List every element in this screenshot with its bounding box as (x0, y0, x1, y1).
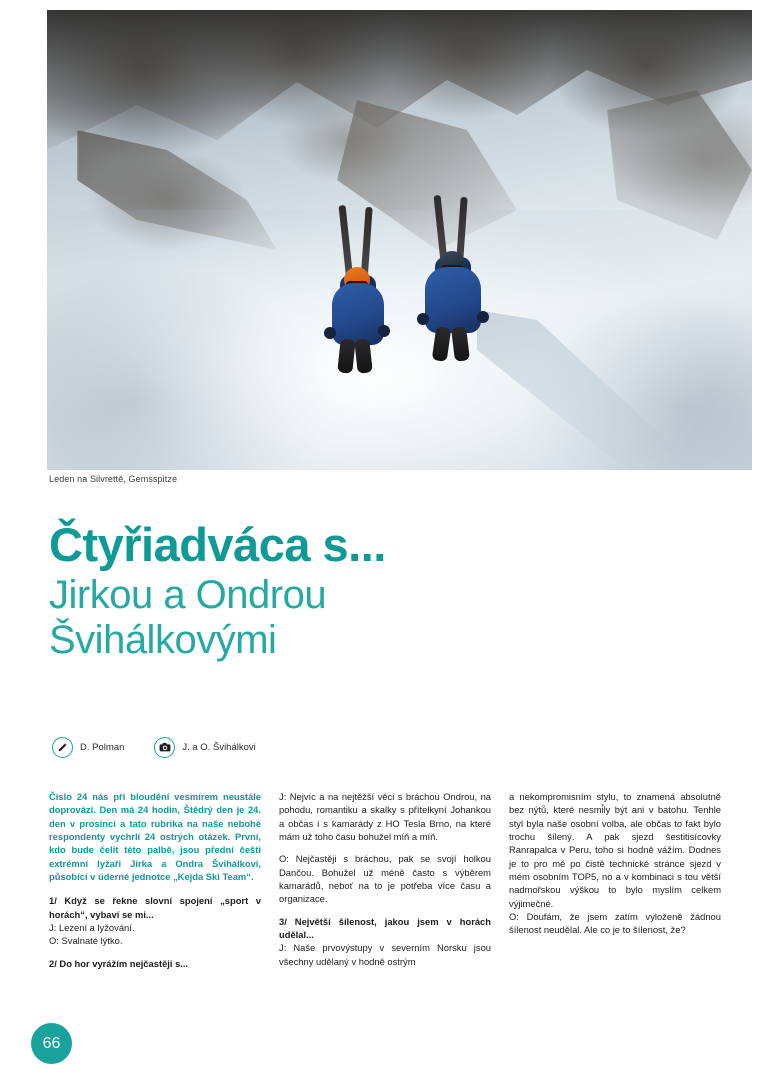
glove-shape (417, 313, 429, 325)
text-column-2 (279, 790, 491, 970)
glove-shape (477, 311, 489, 323)
title-line-3: Švihálkovými (49, 618, 277, 662)
photo-caption: Leden na Silvrettě, Gemsspitze (49, 474, 178, 484)
answer-3-j-continued: a nekompromisním stylu, to znamená absolutně bez nýtů, které nesmi̊ly být ani v batohu. Tenhle styl byla naše osobní volba, ale občas to fakt bylo trochu šílený. A pak sjezd šestitisícovky Ranrapalca v Peru, toho si hodně vážím. Dodnes je to pro mě po čistě technické stránce sjezd v mém osobním TOP5, no a v kombinaci s tou větší nadmořskou výškou to bylo myslím celkem výjimečné. (509, 791, 721, 909)
title-line-2: Jirkou a Ondrou (49, 573, 327, 617)
question-3: 3/ Největší šílenost, jakou jsem v horách udělal... (279, 915, 491, 941)
answer-1-j: J: Lezení a lyžování. (49, 922, 135, 934)
pen-icon (52, 737, 73, 758)
glove-shape (378, 325, 390, 337)
text-column-3 (509, 790, 721, 970)
jacket-shape (425, 267, 481, 333)
paragraph-spacer (279, 843, 491, 852)
credit-photographer-name: J. a O. Švihálkovi (182, 742, 256, 753)
hero-photo (47, 10, 752, 470)
answer-2-o: O: Nejčastěji s bráchou, pak se svojí holkou Dančou. Bohužel už méně často s výběrem kamarádů, neboť na to je potřeba více času a organizace. (279, 853, 491, 905)
answer-3-j: J: Naše prvovýstupy v severním Norsku jsou všechny udělaný v hodně ostrým (279, 942, 491, 967)
credits-row (52, 737, 278, 758)
credit-photographer (154, 737, 255, 758)
glove-shape (324, 327, 336, 339)
text-column-1 (49, 790, 261, 970)
camera-icon (154, 737, 175, 758)
answer-3-o: O: Doufám, že jsem zatím vyloženě žádnou šílenost neudělal. Ale co je to šílenost, že? (509, 911, 721, 936)
page-number-badge: 66 (31, 1023, 72, 1064)
title-line-1: Čtyřiadváca s... (49, 518, 386, 571)
article-title (49, 518, 709, 662)
jacket-shape (332, 283, 384, 345)
question-1: 1/ Když se řekne slovní spojení „sport v horách“, vybaví se mi... (49, 895, 261, 920)
answer-1-o: O: Svalnaté lýtko. (49, 935, 123, 947)
credit-author (52, 737, 124, 758)
photo-background (47, 10, 752, 470)
lead-paragraph: Číslo 24 nás při bloudění vesmírem neustále doprovází. Den má 24 hodin, Štědrý den je 24. den v prosinci a tato rubrika na naše nebohé respondenty vychrlí 24 ostrých otázek. První, kdo bude čelit této palbě, jsou přední čeští extrémní lyžaři Jirka a Ondra Švihálkovi, působící v úderné jednotce „Kejda Ski Team“. (49, 791, 261, 883)
question-2: 2/ Do hor vyrážím nejčastěji s... (49, 957, 189, 969)
answer-2-j: J: Nejvíc a na nejtěžší věci s bráchou Ondrou, na pohodu, romantiku a skalky s přítelkyní Johankou a občas i s kamarády z HO Tesla Brno, na které mám už toho času bohužel míň a míň. (279, 791, 491, 843)
credit-author-name: D. Polman (80, 742, 125, 753)
article-body (49, 790, 721, 970)
